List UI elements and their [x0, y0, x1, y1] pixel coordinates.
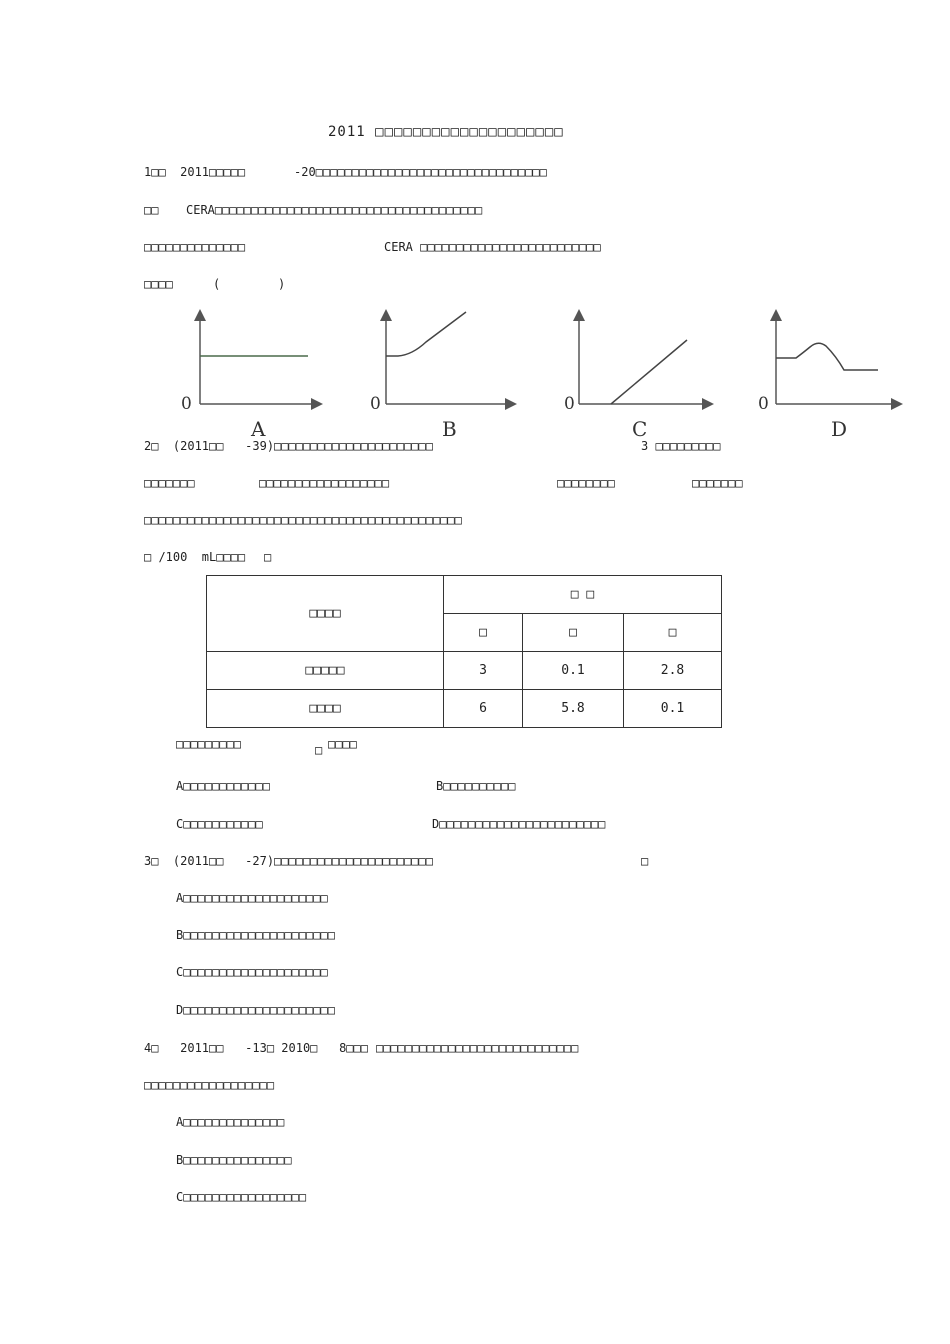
table-subheader: □	[624, 614, 722, 652]
q2-stem-b: □	[315, 743, 323, 757]
page-title: 2011 □□□□□□□□□□□□□□□□□□□□	[328, 124, 564, 140]
graph-d	[752, 306, 907, 441]
graph-a-label: A	[251, 417, 266, 441]
q2-option-a: A□□□□□□□□□□□□	[176, 779, 270, 793]
q2-line2-a: □□□□□□□	[144, 476, 195, 490]
q2-line2-d: □□□□□□□	[692, 476, 743, 490]
q3-option-b: B□□□□□□□□□□□□□□□□□□□□□	[176, 928, 335, 942]
graph-b-origin: 0	[370, 394, 381, 414]
q3-option-d: D□□□□□□□□□□□□□□□□□□□□□	[176, 1003, 335, 1017]
q2-stem-c: □□□□	[328, 737, 357, 751]
table-row-label: □□□□	[207, 690, 444, 728]
q2-line2-b: □□□□□□□□□□□□□□□□□□	[259, 476, 390, 490]
q1-line2-a: □□	[144, 203, 159, 217]
table-subheader: □	[523, 614, 624, 652]
table-cell: 0.1	[624, 690, 722, 728]
table-subheader: □	[444, 614, 523, 652]
graph-c-label: C	[632, 417, 648, 441]
q2-line2-c: □□□□□□□□	[557, 476, 615, 490]
q4-line1-a: 4□ 2011□□ -13□ 2010□ 8□□□	[144, 1041, 368, 1055]
q4-line2: □□□□□□□□□□□□□□□□□□	[144, 1078, 275, 1092]
q4-option-b: B□□□□□□□□□□□□□□□	[176, 1153, 292, 1167]
q2-data-table	[206, 575, 722, 728]
q1-line1-a: 1□□ 2011□□□□□	[144, 165, 246, 179]
graph-b	[362, 306, 522, 441]
table-cell: 6	[444, 690, 523, 728]
q1-answer-blank: ( )	[213, 277, 286, 291]
table-row-label: □□□□□	[207, 652, 444, 690]
q2-line3: □□□□□□□□□□□□□□□□□□□□□□□□□□□□□□□□□□□□□□□□□□□□	[144, 513, 462, 527]
q3-option-a: A□□□□□□□□□□□□□□□□□□□□	[176, 891, 328, 905]
q4-line1-b: □□□□□□□□□□□□□□□□□□□□□□□□□□□□	[376, 1041, 579, 1055]
table-cell: 2.8	[624, 652, 722, 690]
graph-d-label: D	[831, 417, 848, 441]
q2-option-c: C□□□□□□□□□□□	[176, 817, 263, 831]
q2-line1-b: 3 □□□□□□□□□	[641, 439, 721, 453]
q3-option-c: C□□□□□□□□□□□□□□□□□□□□	[176, 965, 328, 979]
graph-b-label: B	[442, 417, 457, 441]
table-row	[207, 690, 722, 728]
graph-a-origin: 0	[181, 394, 192, 414]
q3-line-a: 3□ (2011□□ -27)□□□□□□□□□□□□□□□□□□□□□□	[144, 854, 433, 868]
q2-line4-a: □ /100 mL□□□□	[144, 550, 246, 564]
q2-line1-a: 2□ (2011□□ -39)□□□□□□□□□□□□□□□□□□□□□□	[144, 439, 433, 453]
table-cell: 0.1	[523, 652, 624, 690]
table-row	[207, 652, 722, 690]
graph-d-origin: 0	[758, 394, 769, 414]
q2-line4-b: □	[264, 550, 272, 564]
q2-option-b: B□□□□□□□□□□	[436, 779, 516, 793]
table-header-rowlabel: □□□□	[207, 576, 444, 652]
graph-a	[176, 306, 326, 441]
q1-line3-a: □□□□□□□□□□□□□□	[144, 240, 246, 254]
q4-option-a: A□□□□□□□□□□□□□□	[176, 1115, 285, 1129]
q1-line2-b: CERA□□□□□□□□□□□□□□□□□□□□□□□□□□□□□□□□□□□□□	[186, 203, 483, 217]
q1-line4-a: □□□□	[144, 277, 173, 291]
q3-line-b: □	[641, 854, 649, 868]
q1-line1-b: -20□□□□□□□□□□□□□□□□□□□□□□□□□□□□□□□□	[294, 165, 547, 179]
q1-line3-b: CERA □□□□□□□□□□□□□□□□□□□□□□□□□	[384, 240, 601, 254]
graph-c	[555, 306, 715, 441]
q4-option-c: C□□□□□□□□□□□□□□□□□	[176, 1190, 307, 1204]
q2-stem-a: □□□□□□□□□	[176, 737, 242, 751]
graph-b-curve	[386, 312, 466, 356]
table-header-group: □ □	[444, 576, 722, 614]
graph-c-origin: 0	[564, 394, 575, 414]
table-cell: 3	[444, 652, 523, 690]
q2-option-d: D□□□□□□□□□□□□□□□□□□□□□□□	[432, 817, 606, 831]
table-cell: 5.8	[523, 690, 624, 728]
graph-d-curve	[776, 343, 878, 370]
graph-c-curve	[611, 340, 687, 404]
